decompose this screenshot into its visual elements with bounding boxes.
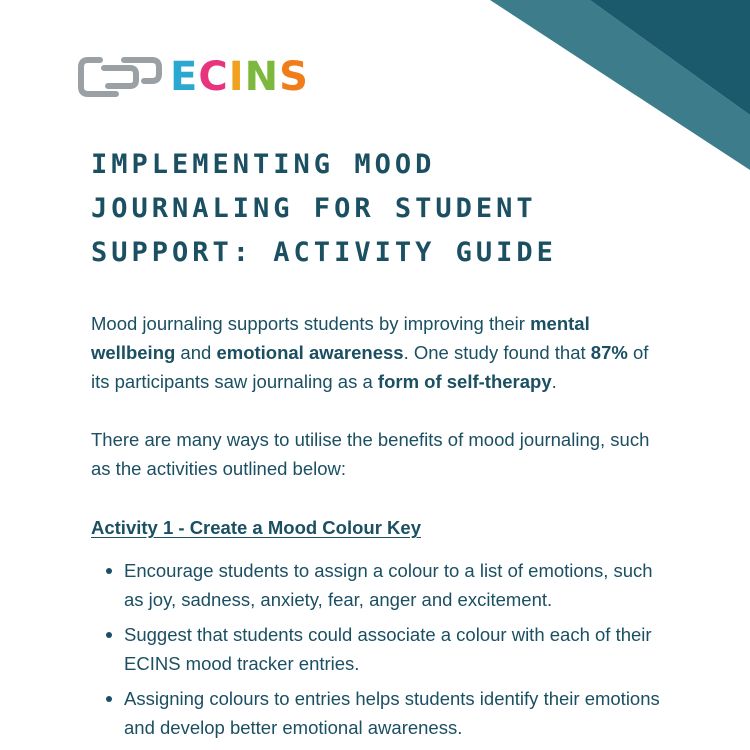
title-line-3: SUPPORT: ACTIVITY GUIDE <box>91 237 557 268</box>
activity-1-heading: Activity 1 - Create a Mood Colour Key <box>91 517 421 538</box>
second-paragraph: There are many ways to utilise the benefits of mood journaling, such as the activities outlined below: <box>91 429 650 479</box>
logo-letter-e: E <box>170 54 199 100</box>
intro-text-4: of its participants saw journaling as a <box>91 342 649 392</box>
intro-paragraph <box>91 309 661 396</box>
list-item <box>91 620 661 678</box>
bullet-text: Assigning colours to entries helps students identify their emotions and develop better emotional awareness. <box>124 688 660 738</box>
logo-wordmark <box>170 54 309 100</box>
bullet-text: Suggest that students could associate a colour with each of their ECINS mood tracker entries. <box>124 624 652 674</box>
page-title <box>91 143 611 275</box>
intro-bold-self-therapy: form of self-therapy <box>377 371 552 392</box>
intro-bold-emotional-awareness: emotional awareness <box>216 342 404 363</box>
interlocking-links-icon <box>78 54 162 100</box>
bullet-dot-icon <box>106 696 112 702</box>
intro-text-3: . One study found that <box>403 342 591 363</box>
intro-text-5: . <box>551 371 557 392</box>
bullet-text: Encourage students to assign a colour to a list of emotions, such as joy, sadness, anxiety, fear, anger and excitement. <box>124 560 653 610</box>
logo-letter-c: C <box>198 54 229 100</box>
intro-bold-percentage: 87% <box>590 342 628 363</box>
logo-letter-i: I <box>228 54 245 100</box>
logo-letter-n: N <box>244 54 280 100</box>
bullet-dot-icon <box>106 568 112 574</box>
title-line-1: IMPLEMENTING MOOD <box>91 149 436 180</box>
list-item <box>91 556 661 614</box>
list-item <box>91 684 661 742</box>
bullet-dot-icon <box>106 632 112 638</box>
intro-text-2: and <box>175 342 217 363</box>
activity-1-list <box>91 556 661 742</box>
title-line-2: JOURNALING FOR STUDENT <box>91 193 537 224</box>
ecins-logo <box>78 52 309 102</box>
intro-bold-mental-wellbeing: mental wellbeing <box>91 313 590 363</box>
logo-letter-s: S <box>279 54 309 100</box>
main-content <box>91 309 661 748</box>
intro-text-1: Mood journaling supports students by improving their <box>91 313 531 334</box>
